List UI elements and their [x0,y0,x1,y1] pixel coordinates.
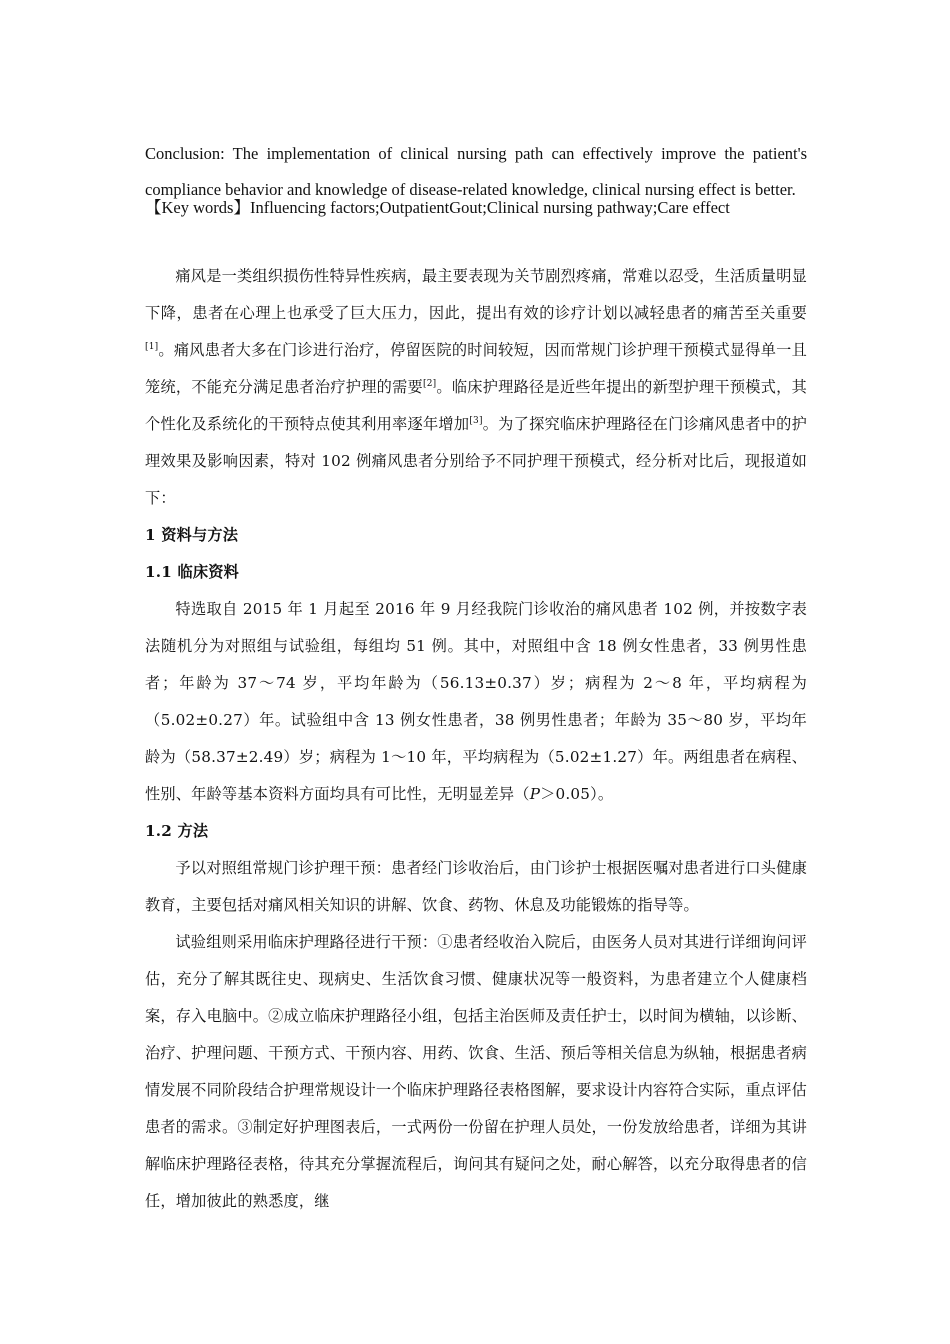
abstract-keywords [145,190,807,226]
p-value-symbol: P [529,785,541,803]
body-text [145,258,807,1220]
section-heading-1: 1 资料与方法 [145,526,239,544]
keywords-label: 【Key words】 [145,198,250,217]
citation-2: [2] [422,378,437,389]
keywords-text: Influencing factors;OutpatientGout;Clinical nursing pathway;Care effect [249,198,730,217]
intro-paragraph: 痛风是一类组织损伤性特异性疾病，最主要表现为关节剧烈疼痛，常难以忍受，生活质量明显下降，患者在心理上也承受了巨大压力，因此，提出有效的诊疗计划以减轻患者的痛苦至关重要[1]。痛风患者大多在门诊进行治疗，停留医院的时间较短，因而常规门诊护理干预模式显得单一且笼统，不能充分满足患者治疗护理的需要[2]。临床护理路径是近些年提出的新型护理干预模式，其个性化及系统化的干预特点使其利用率逐年增加[3]。为了探究临床护理路径在门诊痛风患者中的护理效果及影响因素，特对 102 例痛风患者分别给予不同护理干预模式，经分析对比后，现报道如下： [145,267,808,507]
citation-3: [3] [469,415,483,426]
abstract-conclusion: Conclusion: The implementation of clinical nursing path can effectively improve the patient's compliance behavior and knowledge of disease-related knowledge, clinical nursing effect is better. [145,143,807,199]
section-heading-1-1: 1.1 临床资料 [145,563,240,581]
section-heading-1-2: 1.2 方法 [145,822,209,840]
control-group-paragraph: 予以对照组常规门诊护理干预：患者经门诊收治后，由门诊护士根据医嘱对患者进行口头健康教育，主要包括对痛风相关知识的讲解、饮食、药物、休息及功能锻炼的指导等。 [145,859,807,914]
clinical-data-paragraph: 特选取自 2015 年 1 月起至 2016 年 9 月经我院门诊收治的痛风患者 102 例，并按数字表法随机分为对照组与试验组，每组均 51 例。其中，对照组中含 18 例女性患者，33 例男性患者；年龄为 37～74 岁，平均年龄为（56.13±0.37）岁；病程为 2～8 年，平均病程为（5.02±0.27）年。试验组中含 13 例女性患者，38 例男性患者；年龄为 35～80 岁，平均年龄为（58.37±2.49）岁；病程为 1～10 年，平均病程为（5.02±1.27）年。两组患者在病程、性别、年龄等基本资料方面均具有可比性，无明显差异（P＞0.05）。 [145,600,807,803]
trial-group-paragraph: 试验组则采用临床护理路径进行干预：①患者经收治入院后，由医务人员对其进行详细询问评估，充分了解其既往史、现病史、生活饮食习惯、健康状况等一般资料，为患者建立个人健康档案，存入电脑中。②成立临床护理路径小组，包括主治医师及责任护士，以时间为横轴，以诊断、治疗、护理问题、干预方式、干预内容、用药、饮食、生活、预后等相关信息为纵轴，根据患者病情发展不同阶段结合护理常规设计一个临床护理路径表格图解，要求设计内容符合实际，重点评估患者的需求。③制定好护理图表后，一式两份一份留在护理人员处，一份发放给患者，详细为其讲解临床护理路径表格，待其充分掌握流程后，询问其有疑问之处，耐心解答，以充分取得患者的信任，增加彼此的熟悉度，继 [145,933,807,1210]
citation-1: [1] [145,341,159,352]
